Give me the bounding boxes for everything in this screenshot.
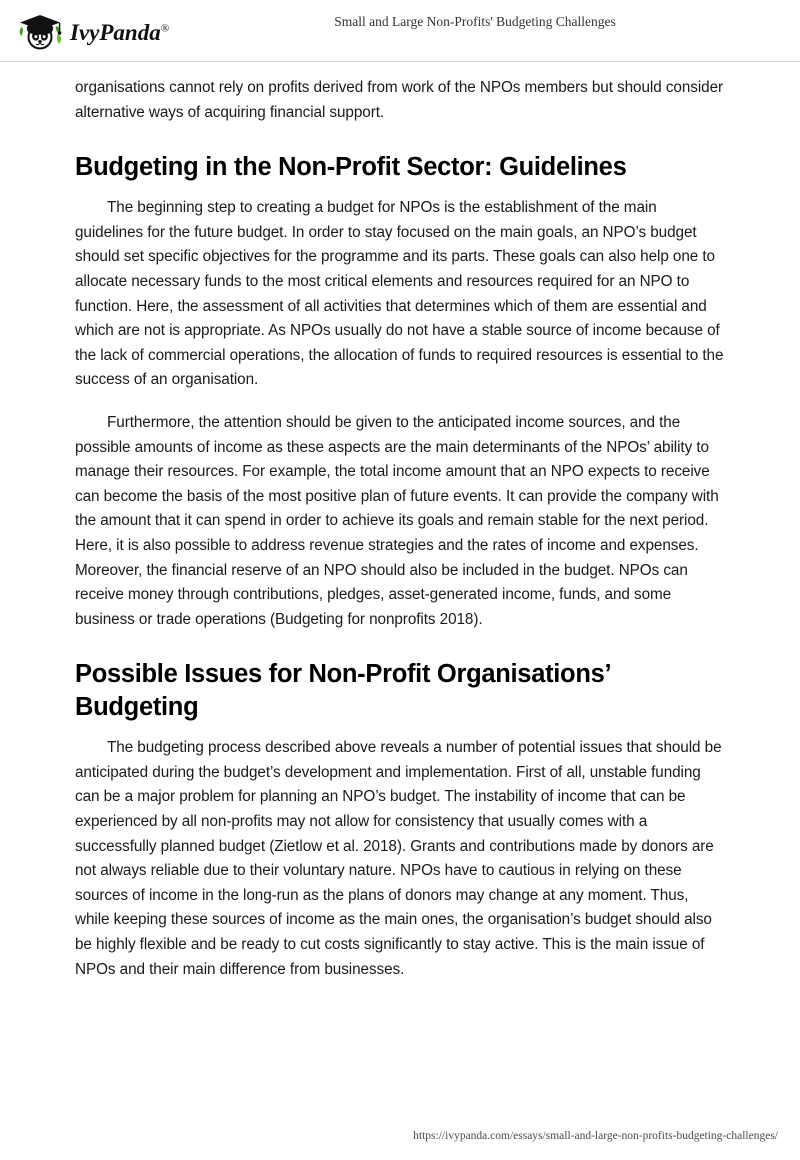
brand-name: IvyPanda® <box>70 19 170 45</box>
paragraph-continued: organisations cannot rely on profits derived from work of the NPOs members but should consider alternative ways of acquiring financial support. <box>75 79 724 121</box>
registered-mark: ® <box>160 21 170 34</box>
heading-budgeting-guidelines: Budgeting in the Non-Profit Sector: Guidelines <box>75 153 627 182</box>
paragraph-guidelines-1: The beginning step to creating a budget for NPOs is the establishment of the main guidelines for the future budget. In order to stay focused on the main goals, an NPO’s budget should set specific objectives for the programme and its parts. These goals can also help one to allocate necessary funds to the most critical elements and resources required for an NPO to function. Here, the assessment of all activities that determines which of them are essential and which are not is appropriate. As NPOs usually do not have a stable source of income because of the lack of commercial operations, the allocation of funds to required resources is essential to the success of an organisation. <box>75 199 724 389</box>
document-body <box>0 62 800 982</box>
paragraph-guidelines-2: Furthermore, the attention should be given to the anticipated income sources, and the possible amounts of income as these aspects are the main determinants of the NPOs’ ability to manage their resources. For example, the total income amount that an NPO expects to receive can become the basis of the most positive plan of future events. It can provide the company with the amount that it can spend in order to achieve its goals and remain stable for the next period. Here, it is also possible to address revenue strategies and the rates of income and expenses. Moreover, the financial reserve of an NPO should also be included in the budget. NPOs can receive money through contributions, pledges, asset-generated income, funds, and some business or trade operations (Budgeting for nonprofits 2018). <box>75 413 719 628</box>
paragraph-issues-1: The budgeting process described above reveals a number of potential issues that should be anticipated during the budget’s development and implementation. First of all, unstable funding can be a major problem for planning an NPO’s budget. The instability of income that can be experienced by all non-profits may not allow for consistency that usually comes with a successfully planned budget (Zietlow et al. 2018). Grants and contributions made by donors are not always reliable due to their voluntary nature. NPOs have to cautious in relying on these sources of income in the long-run as the plans of donors may change at any moment. Thus, while keeping these sources of income as the main ones, the organisation’s budget should also be highly flexible and be ready to cut costs significantly to stay active. This is the main issue of NPOs and their main difference from businesses. <box>75 739 722 978</box>
heading-possible-issues: Possible Issues for Non-Profit Organisations’ Budgeting <box>75 660 610 722</box>
document-title: Small and Large Non-Profits' Budgeting Challenges <box>334 14 616 29</box>
footer-source-url[interactable]: https://ivypanda.com/essays/small-and-large-non-profits-budgeting-challenges/ <box>413 1130 778 1142</box>
page-header <box>0 0 800 62</box>
